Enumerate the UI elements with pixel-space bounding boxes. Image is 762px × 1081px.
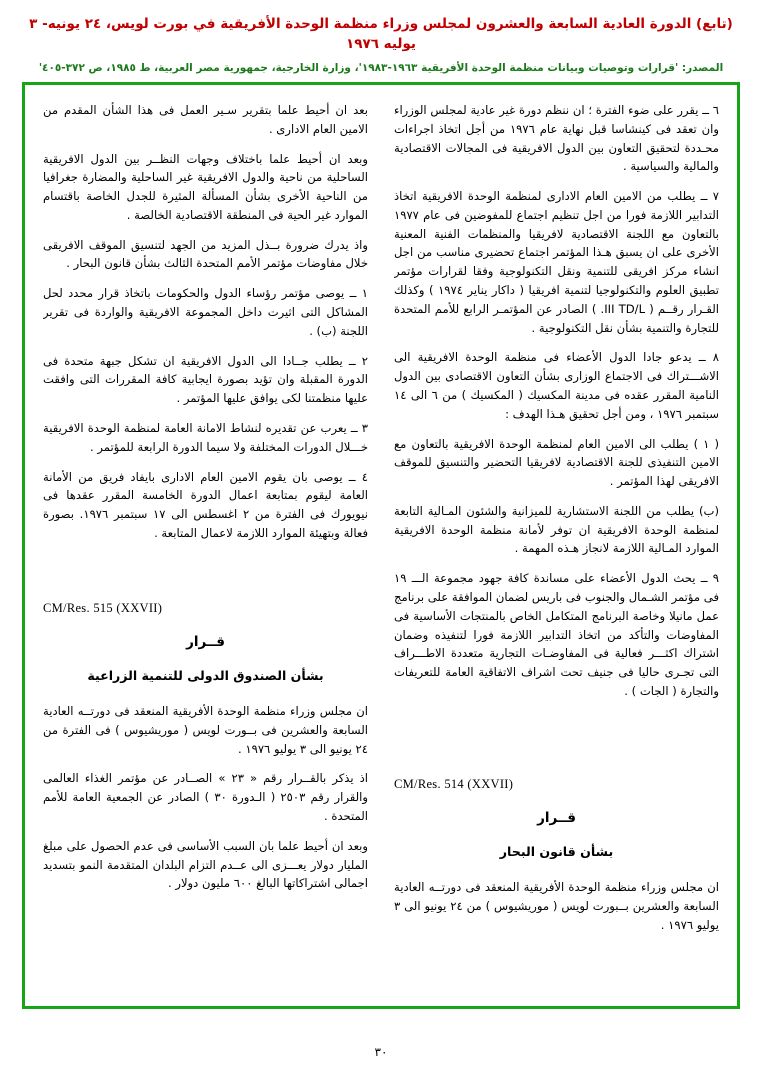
paragraph: ٦ ــ يقرر على ضوء الفترة ؛ ان ننظم دورة غير عادية لمجلس الوزراء وان تعقد فى كينشاسا قبل نهاية عام ١٩٧٦ من أجل اتخاذ اجراءات محـددة لتحقيق التعاون بين الدول الافريقية فى المجالات الاقتصادية والمالية والسياسية . bbox=[394, 103, 719, 174]
paragraph: ان مجلس وزراء منظمة الوحدة الأفريقية المنعقد فى دورتــه العادية السابعة والعشرين بــبورت لويس ( موريشيوس ) من ٢٤ يونيو الى ٣ يوليو ١٩٧٦ . bbox=[394, 880, 719, 932]
paragraph: وبعد ان أحيط علما باختلاف وجهات النظــر بين الدول الافريقية الساحلية من ناحية والدول الافريقية غير الساحلية والمضارة جغرافيا من الناحية الأخرى بشأن المسألة المثيرة للجدل الخاصة باقتسام الموارد غير الحية فى المنطقة الاقتصادية الخالصة . bbox=[43, 151, 368, 222]
paragraph: ٣ ــ يعرب عن تقديره لنشاط الامانة العامة لمنظمة الوحدة الافريقية خـــلال الدورات المختلفة ولا سيما الدورة الرابعة للمؤتمر . bbox=[43, 420, 368, 454]
page-title: (تابع) الدورة العادية السابعة والعشرون لمجلس وزراء منظمة الوحدة الأفريقية في بورت لويس، ٢٤ يونيه- ٣ يوليه ١٩٧٦ bbox=[29, 16, 733, 53]
column-left bbox=[43, 101, 368, 994]
paragraph: ٤ ــ يوصى بان يقوم الامين العام الادارى بايفاد فريق من الأمانة العامة ليقوم بمتابعة اعمال الدورة الخامسة المقرر عقدها فى نيويورك فى الفترة من ٢ اغسطس الى ١٧ سبتمبر ١٩٧٦. بصورة فعالة وبتهيئة الموارد اللازمة لاعمال المتابعة . bbox=[43, 469, 368, 540]
paragraph: ٨ ــ يدعو جادا الدول الأعضاء فى منظمة الوحدة الافريقية الى الاشـــتراك فى الاجتماع الوزارى بشأن التعاون الاقتصادى بين الدول النامية المقرر عقده فى مدينة المكسيك ( المكسيك ) من ٦ الى ١٤ سبتمبر ١٩٧٦ ، ومن أجل تحقيق هـذا الهدف : bbox=[394, 350, 719, 421]
page-number: ٣٠ bbox=[374, 1045, 388, 1059]
paragraph: وبعد ان أحيط علما بان السبب الأساسى فى عدم الحصول على مبلغ المليار دولار يعـــزى الى عــدم التزام البلدان المتقدمة النمو بتسديد اجمالى اشتراكاتها البالغ ٦٠٠ مليون دولار . bbox=[43, 838, 368, 891]
paragraph: ٩ ــ يحث الدول الأعضاء على مساندة كافة جهود مجموعة الـــ ١٩ فى مؤتمر الشـمال والجنوب فى باريس لضمان الموافقة على برنامج عمل مانيلا وخاصة البرنامج المتكامل الخاص بالمنتجات الأساسية فى المفاوضات والتأكد من اتخاذ التدابير اللازمة فورا لتنفيذه وضمان اشتراك اكثـــر فعالية فى المفاوضـات التجارية متعددة الاطـــراف التى تجـرى حاليا فى جنيف تحت اشراف الاتفاقية العامة للتعريفات والتجارة ( الجات ) . bbox=[394, 571, 719, 698]
resolution-subject: بشأن قانون البحار bbox=[499, 843, 614, 859]
resolution-id: CM/Res. 514 (XXVII) bbox=[394, 776, 514, 791]
content-frame bbox=[22, 82, 740, 1009]
paragraph: ( ١ ) يطلب الى الامين العام لمنظمة الوحدة الافريقية بالتعاون مع الامين التنفيذى للجنة الاقتصادية لافريقيا التحضير والتنسيق للموقف الافريقى لهذا المؤتمر . bbox=[394, 436, 719, 489]
paragraph: اذ يذكر بالقــرار رقم « ٢٣ » الصــادر عن مؤتمر الغذاء العالمى والقرار رقم ٢٥٠٣ ( الـدورة ٣٠ ) الصادر عن الجمعية العامة للأمم المتحدة . bbox=[43, 771, 368, 824]
column-right bbox=[394, 101, 719, 994]
paragraph: (ب) يطلب من اللجنة الاستشارية للميزانية والشئون المـالية التابعة لمنظمة الوحدة الافريقية ان توفر لأمانة منظمة الوحدة الافريقية الموارد المـالية اللازمة لانجاز هـذه المهمة . bbox=[394, 503, 719, 556]
paragraph: واذ يدرك ضرورة بــذل المزيد من الجهد لتنسيق الموقف الافريقى خلال مفاوضات مؤتمر الأمم المتحدة الثالث بشأن قانون البحار . bbox=[43, 237, 368, 271]
two-column-body bbox=[25, 85, 737, 1006]
paragraph: ٧ ــ يطلب من الامين العام الادارى لمنظمة الوحدة الافريقية اتخاذ التدابير اللازمة فورا من اجل تنظيم اجتماع للمفوضين فى عام ١٩٧٧ بالتعاون مع اللجنة الاقتصادية لافريقيا والمنظمات الفنية المعنية الأخرى على ان يسبق هـذا المؤتمر اجتماع تحضيرى مناسب من اجل انشاء مركز افريقى للتنمية ونقل التكنولوجية وفقا لقرارات مؤتمر تطبيق العلوم والتكنولوجيا لتنمية افريقيا ( داكار يناير ١٩٧٤ ) وكذلك القـرار رقــم ( III TD/L. ) الصادر عن المؤتمـر الرابع للأمم المتحدة للتجارة والتنمية بشأن نقل التكنولوجية . bbox=[394, 189, 719, 335]
resolution-subject: بشأن الصندوق الدولى للتنمية الزراعية bbox=[87, 667, 324, 683]
paragraph: ١ ــ يوصى مؤتمر رؤساء الدول والحكومات باتخاذ قرار محدد لحل المشاكل التى اثيرت داخل المجموعة الافريقية والواردة فى تقرير اللجنة (ب) . bbox=[43, 286, 368, 338]
resolution-heading: قــرار bbox=[186, 633, 225, 650]
source-line: المصدر: 'قرارات وتوصيات وبيانات منظمة الوحدة الأفريقية ١٩٦٣-١٩٨٣'، وزارة الخارجية، جمهورية مصر العربية، ط ١٩٨٥، ص ٣٧٢-٤٠٥' bbox=[38, 61, 724, 74]
resolution-heading: قــرار bbox=[537, 809, 576, 826]
paragraph: ان مجلس وزراء منظمة الوحدة الأفريقية المنعقد فى دورتــه العادية السابعة والعشرين فى بــورت لويس ( موريشيوس ) فى الفترة من ٢٤ يونيو الى ٣ يوليو ١٩٧٦ . bbox=[43, 704, 368, 756]
resolution-id: CM/Res. 515 (XXVII) bbox=[43, 600, 163, 615]
document-header bbox=[0, 0, 762, 76]
paragraph: ٢ ــ يطلب جــادا الى الدول الافريقية ان تشكل جبهة متحدة فى الدورة المقبلة وان تؤيد بصورة ايجابية كافة المقررات التى وافقت عليها منظمتنا لكى يوافق عليها المؤتمر . bbox=[43, 353, 368, 406]
paragraph: بعد ان أحيط علما بتقرير سـير العمل فى هذا الشأن المقدم من الامين العام الادارى . bbox=[43, 103, 368, 136]
